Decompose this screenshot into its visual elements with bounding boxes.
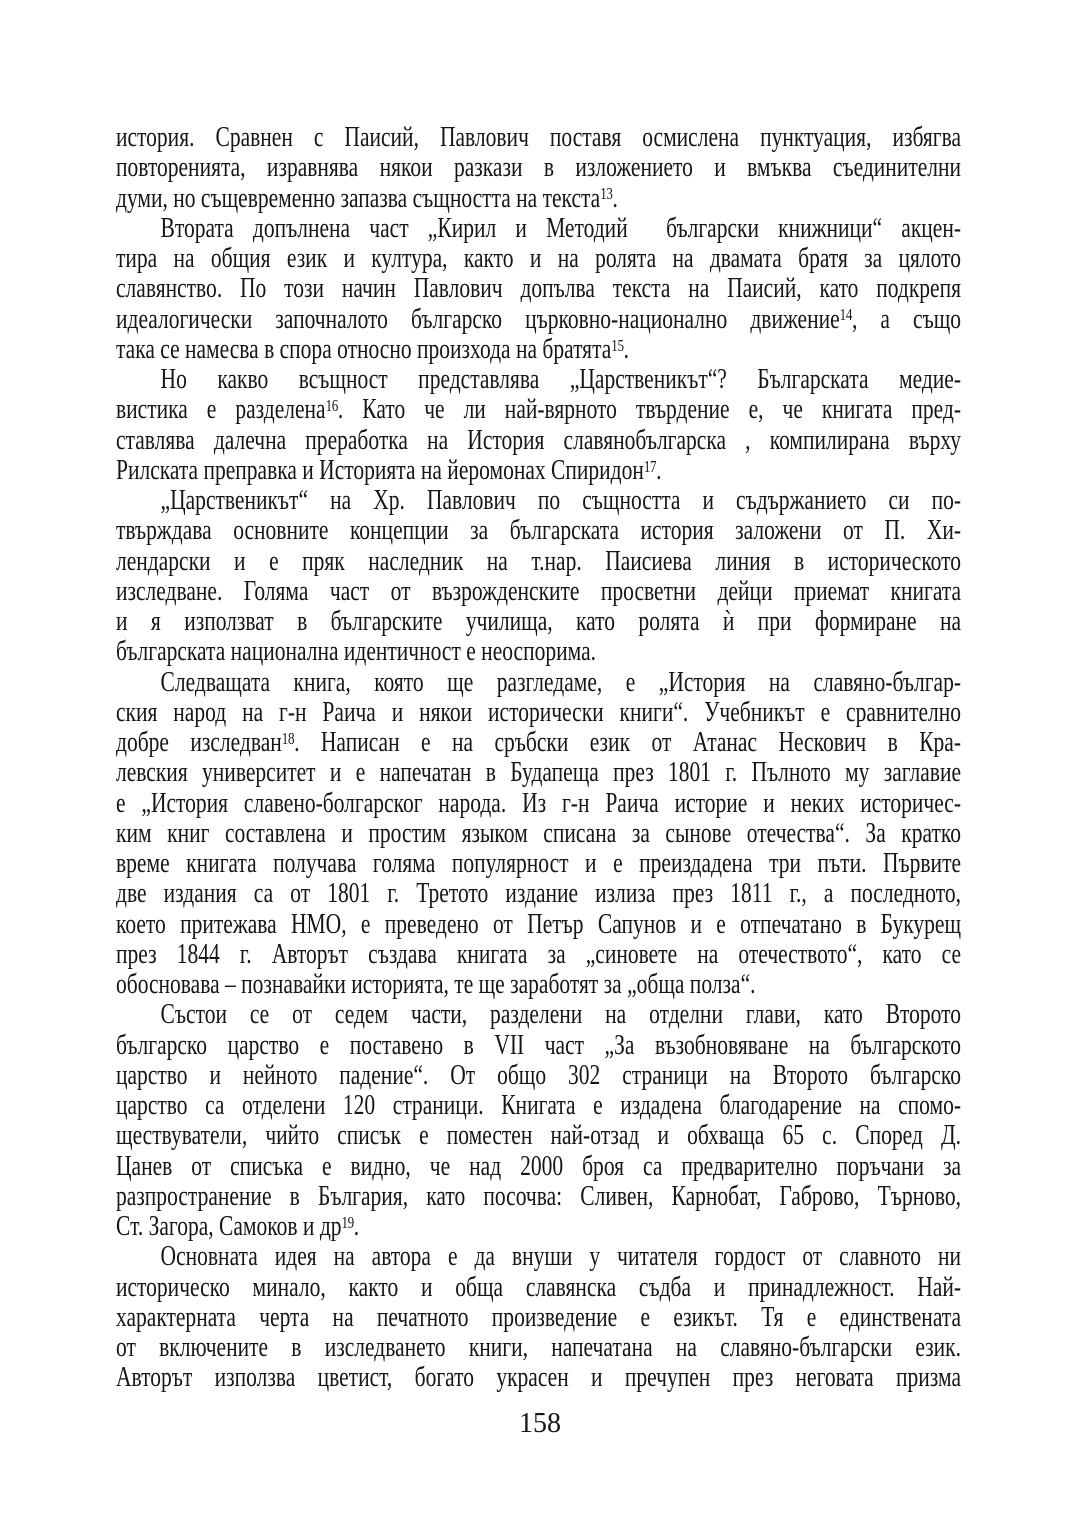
text-line: лендарски и е пряк наследник на т.нар. Паисиева линия в историческото (116, 545, 962, 577)
text-line: история. Сравнен с Паисий, Павлович поставя осмислена пунктуация, избягва (116, 122, 962, 153)
paragraph (116, 123, 961, 214)
text-line: през 1844 г. Авторът създава книгата за „синовете на отечеството“, като се (116, 938, 962, 970)
text-line: левския университет и е напечатан в Будапеща през 1801 г. Пълното му заглавие (116, 757, 962, 789)
text-line: обосновава – познавайки историята, те ще заработят за „обща полза“. (116, 969, 756, 1000)
text-line: Състои се от седем части, разделени на отделни глави, като Второто (160, 999, 962, 1031)
footnote-reference: 15 (611, 335, 624, 355)
text-line: ществуватели, чийто списък е поместен най-отзад и обхваща 65 с. Според Д. (116, 1120, 962, 1152)
text-line: разпространение в България, като посочва: Сливен, Карнобат, Габрово, Търново, (116, 1180, 962, 1212)
text-line: идеалогически започналото българско църковно-национално движение$^{14}$, а също (116, 303, 962, 335)
text-line: така се намесва в спора относно произхода на братята$^{15}$. (116, 333, 629, 365)
paragraph (116, 365, 961, 486)
text-line: българската национална идентичност е неоспорима. (116, 636, 597, 668)
text-line: повторенията, изравнява някои разкази в изложението и вмъква съединителни (116, 152, 962, 184)
text-line: добре изследван$^{18}$. Написан е на сръбски език от Атанас Нескович в Кра- (116, 727, 962, 758)
text-line: време книгата получава голяма популярност и е преиздадена три пъти. Първите (116, 848, 962, 879)
text-line: ския народ на г-н Раича и някои исторически книги“. Учебникът е сравнително (116, 696, 962, 728)
paragraph (116, 1000, 961, 1242)
text-line: Ст. Загора, Самоков и др$^{19}$. (116, 1211, 360, 1242)
text-line: „Царственикът“ на Хр. Павлович по същността и съдържанието си по- (160, 485, 962, 516)
text-line: ставлява далечна преработка на История славянобългарска , компилирана върху (116, 424, 962, 456)
text-line: Втората допълнена част „Кирил и Методий български книжници“ акцен- (160, 212, 962, 244)
page-text (116, 123, 961, 1394)
footnote-reference: 14 (839, 305, 852, 325)
text-line: което притежава НМО, е преведено от Петър Сапунов и е отпечатано в Букурещ (116, 908, 962, 940)
text-line: твърждава основните концепции за българската история заложени от П. Хи- (116, 515, 962, 547)
paragraph (116, 214, 961, 365)
text-line: Цанев от списъка е видно, че над 2000 броя са предварително поръчани за (116, 1150, 962, 1182)
footnote-reference: 19 (341, 1212, 354, 1232)
text-line: тира на общия език и култура, както и на ролята на двамата братя за цялото (116, 243, 962, 274)
text-line: историческо минало, както и обща славянска съдба и принадлежност. Най- (116, 1271, 962, 1303)
text-line: Но какво всъщност представлява „Царственикът“? Българската медие- (160, 364, 962, 395)
text-line: от включените в изследването книги, напечатана на славяно-български език. (116, 1332, 962, 1363)
text-line: Авторът използва цветист, богато украсен и пречупен през неговата призма (116, 1362, 962, 1394)
text-line: две издания са от 1801 г. Третото издание излиза през 1811 г., а последното, (116, 878, 962, 910)
text-line: българско царство е поставено в VII част „За възобновяване на българското (116, 1029, 962, 1061)
paragraph (116, 668, 961, 1001)
text-line: и я използват в българските училища, като ролята ѝ при формиране на (116, 606, 962, 637)
page-number: 158 (519, 1408, 561, 1439)
footnote-reference: 16 (325, 396, 338, 416)
footnote-reference: 13 (600, 184, 613, 204)
text-line: думи, но същевременно запазва същността на текста$^{13}$. (116, 182, 618, 214)
text-line: царство и нейното падение“. От общо 302 страници на Второто българско (116, 1059, 962, 1091)
text-line: вистика е разделена$^{16}$. Като че ли най-вярното твърдение е, че книгата пред- (116, 394, 962, 426)
paragraph (116, 486, 961, 668)
paragraph (116, 1242, 961, 1393)
text-line: е „История славено-болгарског народа. Из г-н Раича историе и неких историчес- (116, 787, 962, 819)
footnote-reference: 18 (281, 728, 295, 748)
text-line: ким книг составлена и простим языком списана за сынове отечества“. За кратко (116, 817, 962, 849)
footnote-reference: 17 (643, 456, 657, 476)
text-line: характерната черта на печатното произведение е езикът. Тя е единствената (116, 1301, 962, 1333)
text-line: Основната идея на автора е да внуши у читателя гордост от славното ни (160, 1241, 962, 1273)
text-line: славянство. По този начин Павлович допълва текста на Паисий, като подкрепя (116, 273, 962, 305)
text-line: Следващата книга, която ще разгледаме, е „История на славяно-българ- (160, 666, 962, 698)
text-line: изследване. Голяма част от възрожденските просветни дейци приемат книгата (116, 575, 962, 607)
text-line: Рилската преправка и Историята на йеромонах Спиридон$^{17}$. (116, 454, 662, 486)
text-line: царство са отделени 120 страници. Книгата е издадена благодарение на спомо- (116, 1090, 962, 1121)
